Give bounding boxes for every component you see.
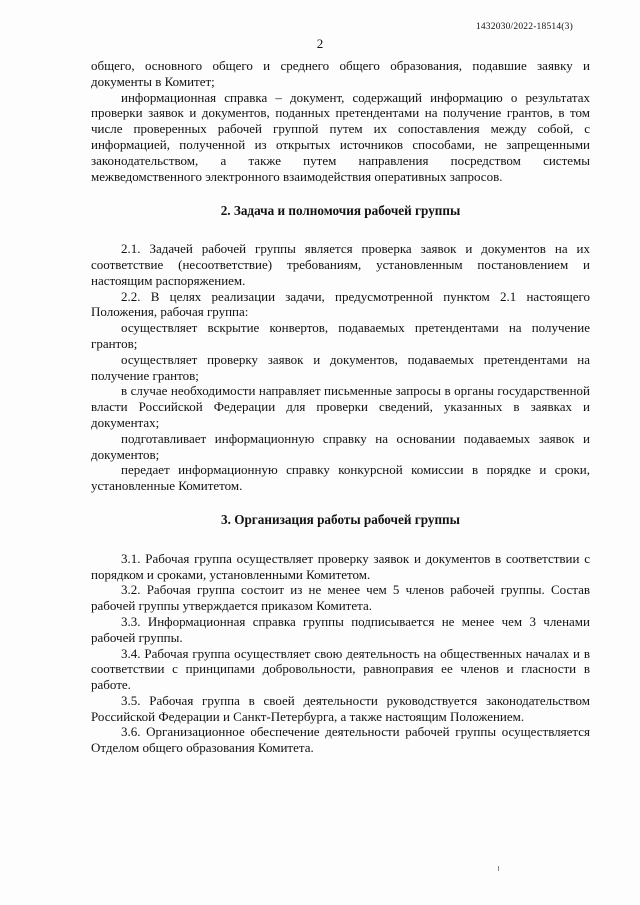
section-2-paragraph: 2.1. Задачей рабочей группы является проверка заявок и документов на их соответствие (несоответствие) требованиям, установленным постановлением и настоящим распоряжением. [91,241,590,288]
intro-paragraph-continuation: общего, основного общего и среднего общего образования, подавшие заявку и документы в Комитет; [91,58,590,89]
section-3-paragraph: 3.4. Рабочая группа осуществляет свою деятельность на общественных началах и в соответствии с принципами добровольности, равноправия ее членов и гласности в работе. [91,645,590,693]
document-body [91,58,590,756]
section-3-paragraph: 3.6. Организационное обеспечение деятельности рабочей группы осуществляется Отделом общего образования Комитета. [91,724,590,756]
page-number: 2 [316,36,324,51]
section-3-title: 3. Организация работы рабочей группы [221,511,460,527]
section-3-paragraph: 3.5. Рабочая группа в своей деятельности руководствуется законодательством Российской Федерации и Санкт-Петербурга, а также настоящим Положением. [91,692,590,724]
section-2-list-item: осуществляет проверку заявок и документов, подаваемых претендентами на получение грантов; [91,351,590,383]
scan-artifact-mark [498,866,499,871]
section-2-list-item: передает информационную справку конкурсной комиссии в порядке и сроки, установленные Комитетом. [91,462,590,494]
section-3-paragraph: 3.3. Информационная справка группы подписывается не менее чем 3 членами рабочей группы. [91,613,590,645]
section-3-paragraph: 3.1. Рабочая группа осуществляет проверку заявок и документов в соответствии с порядком и сроками, установленными Комитетом. [91,550,590,582]
section-2-paragraph: 2.2. В целях реализации задачи, предусмотренной пунктом 2.1 настоящего Положения, рабочая группа: [91,288,590,320]
section-3-paragraph: 3.2. Рабочая группа состоит из не менее чем 5 членов рабочей группы. Состав рабочей группы утверждается приказом Комитета. [91,582,590,614]
section-2-title: 2. Задача и полномочия рабочей группы [220,203,461,219]
document-id: 1432030/2022-18514(3) [475,22,573,32]
section-2-list-item: подготавливает информационную справку на основании подаваемых заявок и документов; [91,430,590,462]
intro-paragraph-definition: информационная справка – документ, содержащий информацию о результатах проверки заявок и документов, поданных претендентами на получение грантов, в том числе проверенных рабочей группой путем их сопоставления между собой, с информацией, полученной из открытых источников способами, не запрещенными законодательством, а также путем направления посредством системы межведомственного электронного взаимодействия оперативных запросов. [91,89,590,184]
section-2-list-item: в случае необходимости направляет письменные запросы в органы государственной власти Российской Федерации для проверки сведений, указанных в заявках и документах; [91,383,590,430]
section-2-list-item: осуществляет вскрытие конвертов, подаваемых претендентами на получение грантов; [91,320,590,351]
